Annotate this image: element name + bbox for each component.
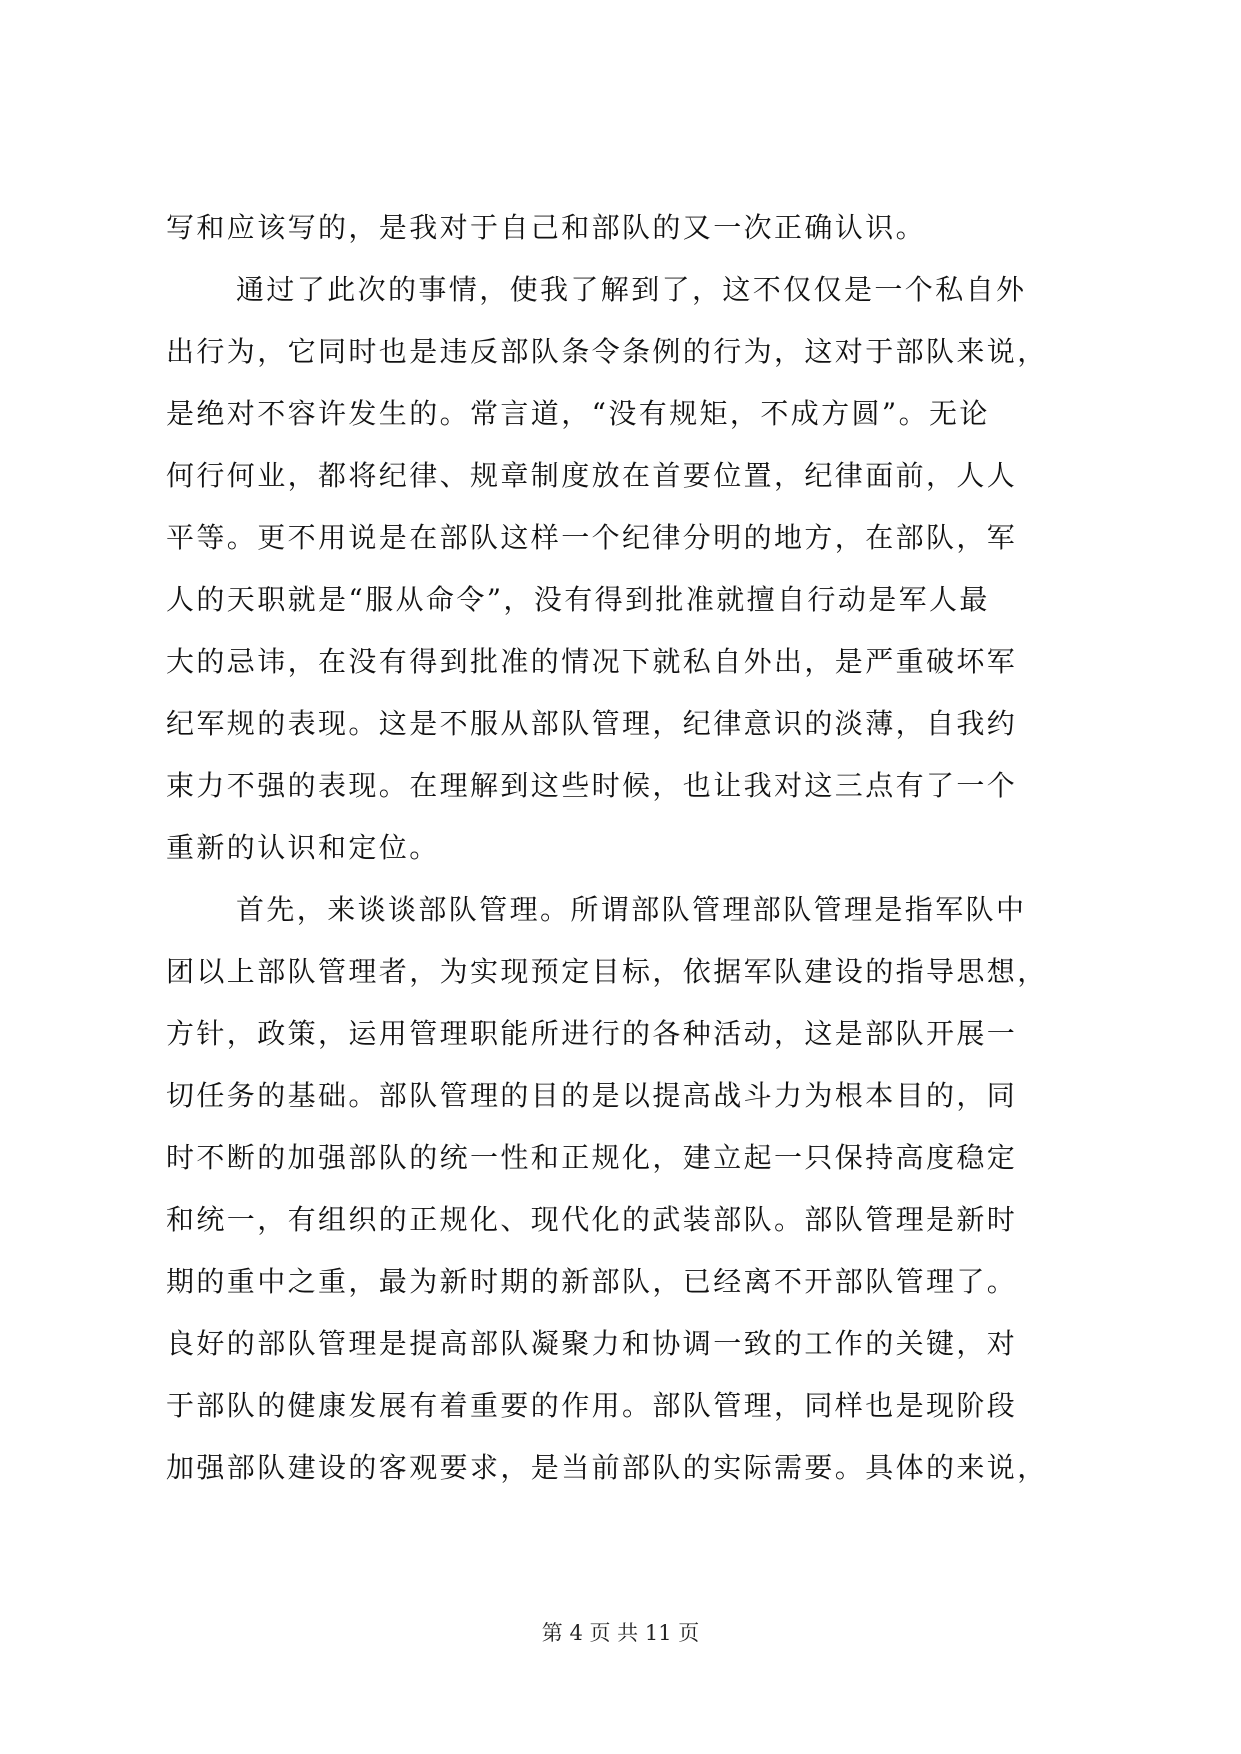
page-number-footer: 第 4 页 共 11 页: [541, 1621, 700, 1645]
text-line: 加强部队建设的客观要求，是当前部队的实际需要。具体的来说，: [166, 1451, 1048, 1484]
text-line: 切任务的基础。部队管理的目的是以提高战斗力为根本目的，同: [166, 1079, 1018, 1112]
text-line: 重新的认识和定位。: [166, 831, 440, 864]
text-line: 和统一，有组织的正规化、现代化的武装部队。部队管理是新时: [166, 1203, 1018, 1236]
text-line: 大的忌讳，在没有得到批准的情况下就私自外出，是严重破坏军: [166, 645, 1018, 678]
text-line: 团以上部队管理者，为实现预定目标，依据军队建设的指导思想，: [166, 955, 1048, 988]
text-line: 纪军规的表现。这是不服从部队管理，纪律意识的淡薄，自我约: [166, 707, 1018, 740]
document-body: [166, 197, 1086, 1499]
text-line: 平等。更不用说是在部队这样一个纪律分明的地方，在部队，军: [166, 521, 1018, 554]
paragraph-start-line: 首先，来谈谈部队管理。所谓部队管理部队管理是指军队中: [236, 893, 1027, 926]
text-line: 良好的部队管理是提高部队凝聚力和协调一致的工作的关键，对: [166, 1327, 1018, 1360]
paragraph-start-line: 通过了此次的事情，使我了解到了，这不仅仅是一个私自外: [236, 273, 1027, 306]
text-line: 人的天职就是“服从命令”，没有得到批准就擅自行动是军人最: [166, 583, 990, 616]
text-line: 束力不强的表现。在理解到这些时候，也让我对这三点有了一个: [166, 769, 1018, 802]
text-line: 于部队的健康发展有着重要的作用。部队管理，同样也是现阶段: [166, 1389, 1018, 1422]
text-line: 出行为，它同时也是违反部队条令条例的行为，这对于部队来说，: [166, 335, 1048, 368]
text-line: 方针，政策，运用管理职能所进行的各种活动，这是部队开展一: [166, 1017, 1018, 1050]
text-line: 期的重中之重，最为新时期的新部队，已经离不开部队管理了。: [166, 1265, 1018, 1298]
text-line: 何行何业，都将纪律、规章制度放在首要位置，纪律面前，人人: [166, 459, 1018, 492]
text-line: 是绝对不容许发生的。常言道，“没有规矩，不成方圆”。无论: [166, 397, 990, 430]
text-line: 时不断的加强部队的统一性和正规化，建立起一只保持高度稳定: [166, 1141, 1018, 1174]
text-line: 写和应该写的，是我对于自己和部队的又一次正确认识。: [166, 211, 927, 244]
